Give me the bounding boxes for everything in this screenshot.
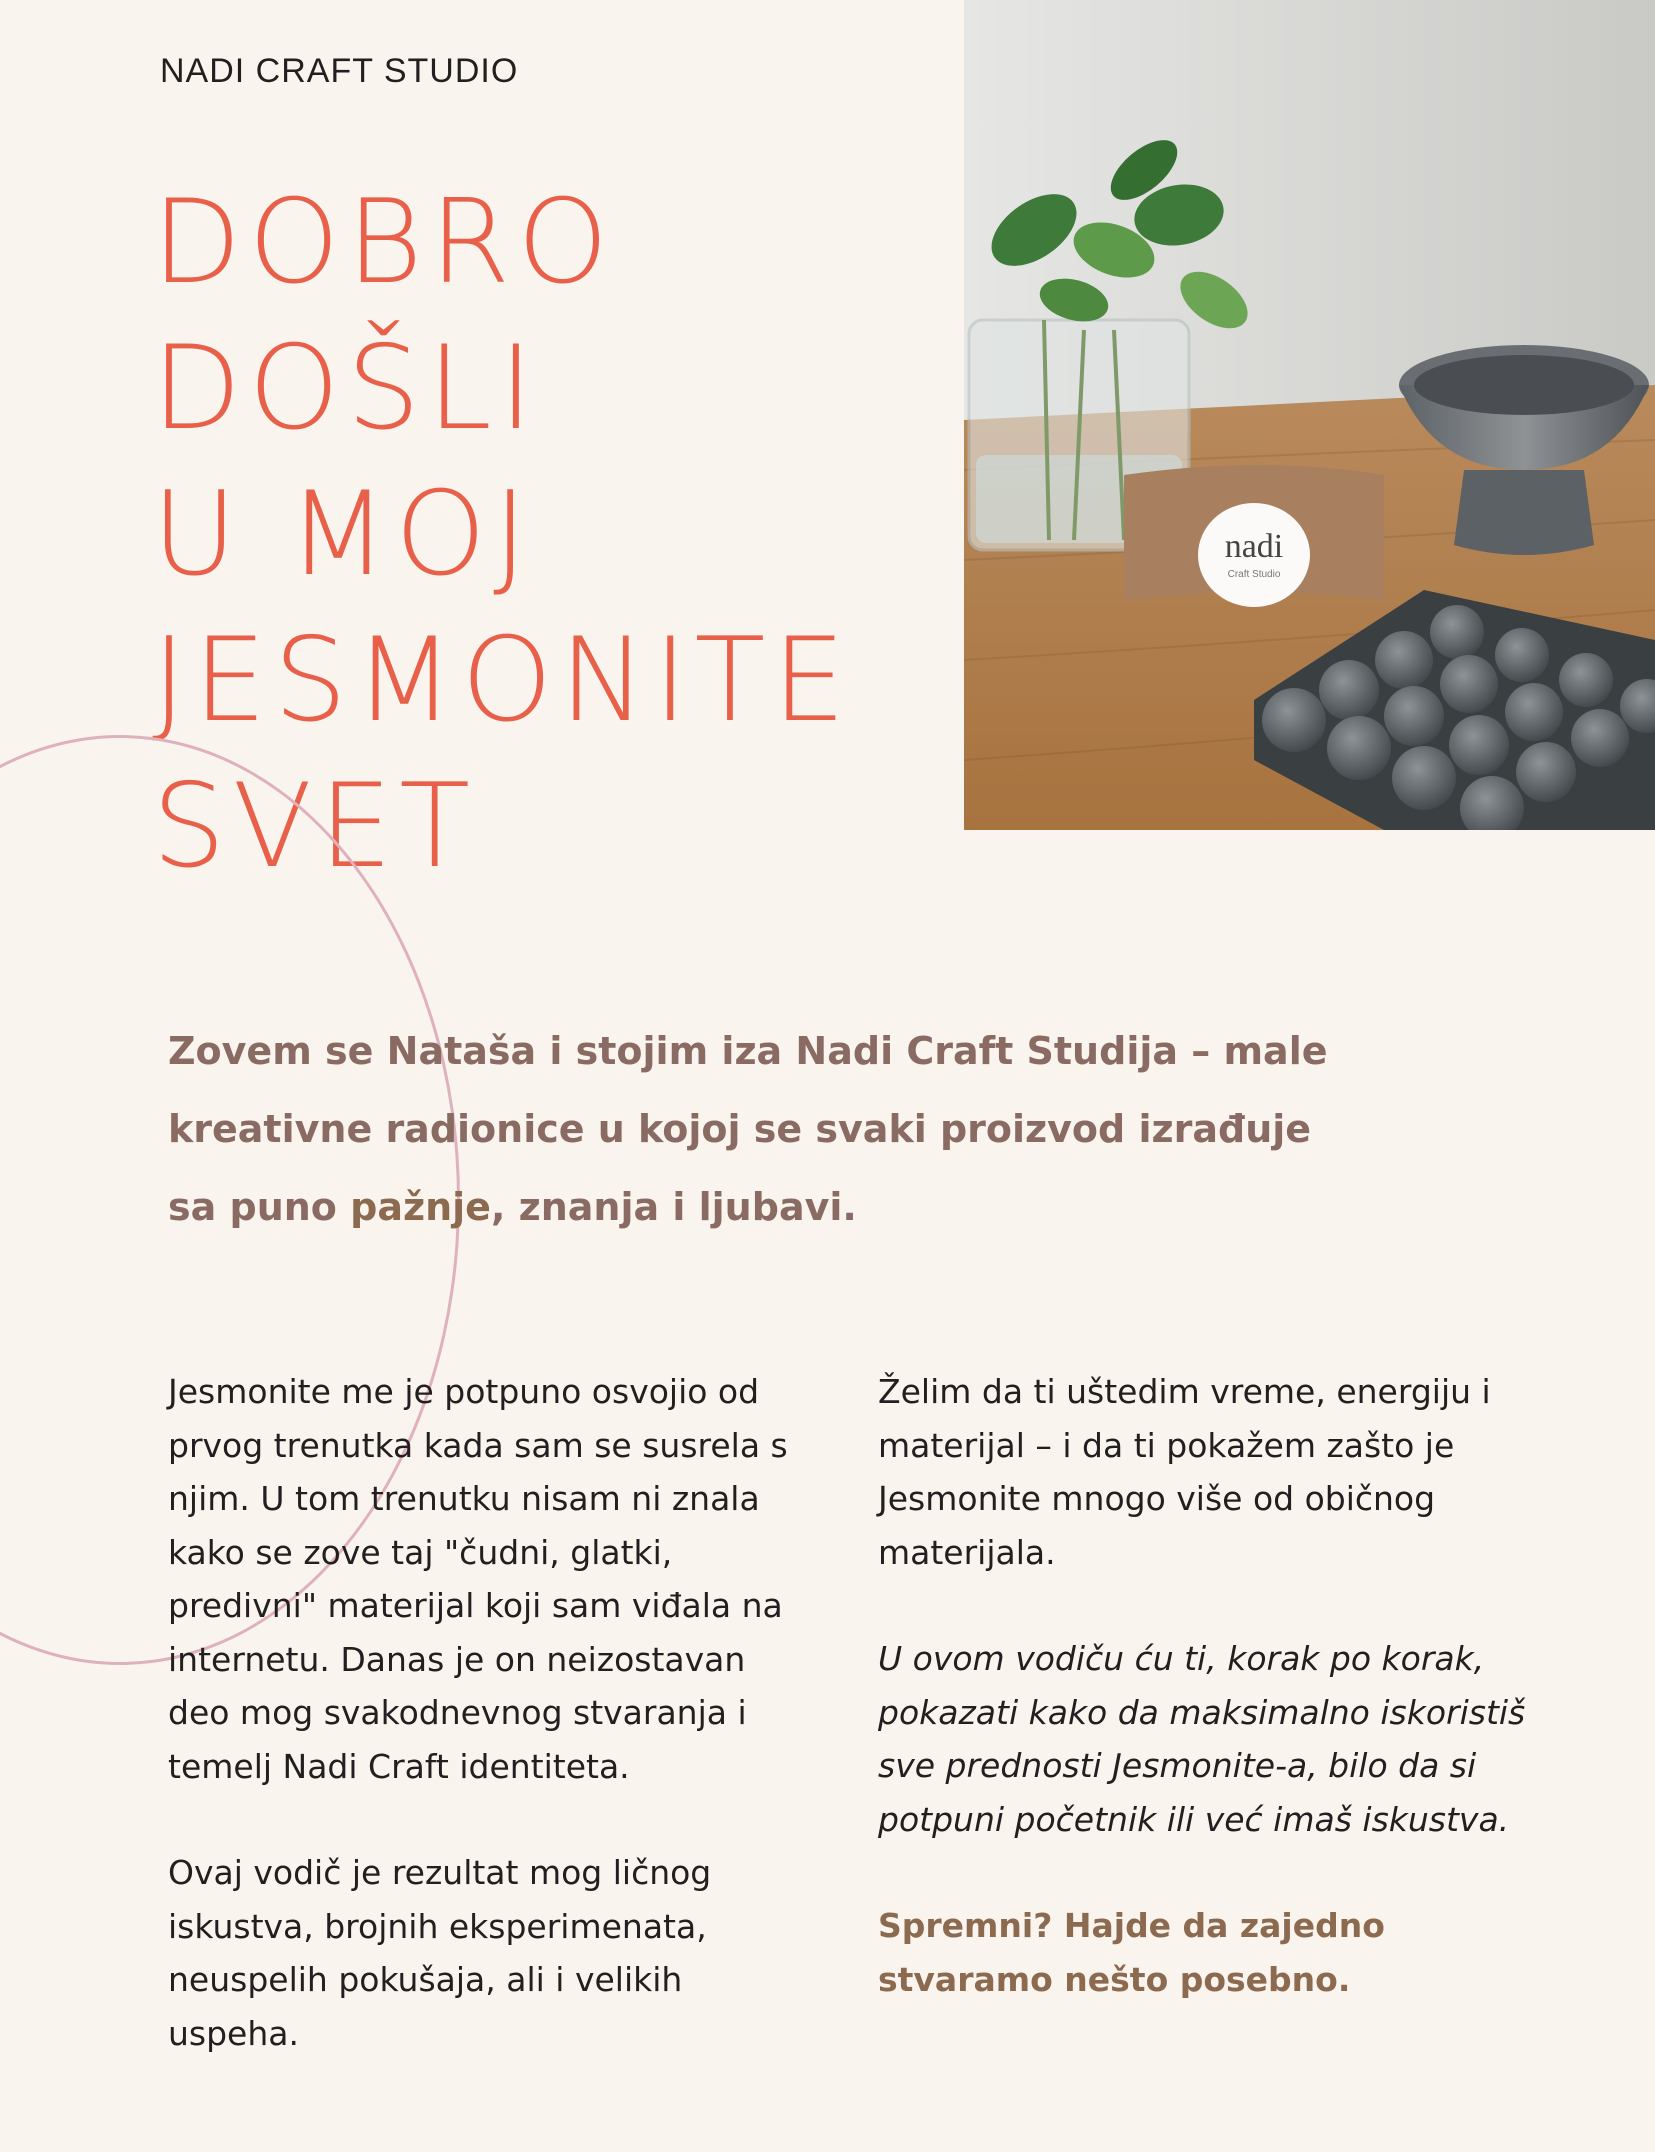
left-column (168, 1365, 788, 2113)
brand-name: NADI CRAFT STUDIO (160, 52, 519, 90)
right-paragraph-1: Želim da ti uštedim vreme, energiju i materijal – i da ti pokažem zašto je Jesmonite mnogo više od običnog materijala. (878, 1372, 1491, 1572)
left-paragraph-2: Ovaj vodič je rezultat mog ličnog iskustva, brojnih eksperimenata, neuspelih pokušaja, ali i velikih uspeha. (168, 1853, 712, 2053)
title-line-5: SVET (152, 759, 478, 894)
title-line-4: JESMONITE (152, 613, 853, 748)
product-photo (964, 0, 1655, 830)
title-line-2: DOŠLI (152, 321, 541, 456)
right-column (878, 1365, 1538, 2059)
right-paragraph-2: U ovom vodiču ću ti, korak po korak, pokazati kako da maksimalno iskoristiš sve prednosti Jesmonite-a, bilo da si potpuni početnik ili već imaš iskustva. (878, 1639, 1526, 1839)
intro-part-1: Zovem se Nataša i stojim iza Nadi Craft Studija – male kreativne radionice u kojoj se svaki proizvod izrađuje sa puno (168, 1029, 1328, 1229)
page-title (152, 170, 853, 900)
title-line-1: DOBRO (152, 175, 616, 310)
title-line-3: U MOJ (152, 467, 535, 602)
intro-accent: pažnje (350, 1185, 491, 1229)
intro-text (168, 1012, 1368, 1246)
call-to-action: Spremni? Hajde da zajedno stvaramo nešto posebno. (878, 1906, 1385, 1999)
label-text: nadi (1224, 528, 1284, 565)
label-sub: Craft Studio (1227, 569, 1281, 580)
left-paragraph-1: Jesmonite me je potpuno osvojio od prvog trenutka kada sam se susrela s njim. U tom trenutku nisam ni znala kako se zove taj "čudni, glatki, predivni" materijal koji sam viđala na internetu. Danas je on neizostavan deo mog svakodnevnog stvaranja i temelj Nadi Craft identiteta. (168, 1372, 788, 1786)
intro-part-2: , znanja i ljubavi. (490, 1185, 857, 1229)
